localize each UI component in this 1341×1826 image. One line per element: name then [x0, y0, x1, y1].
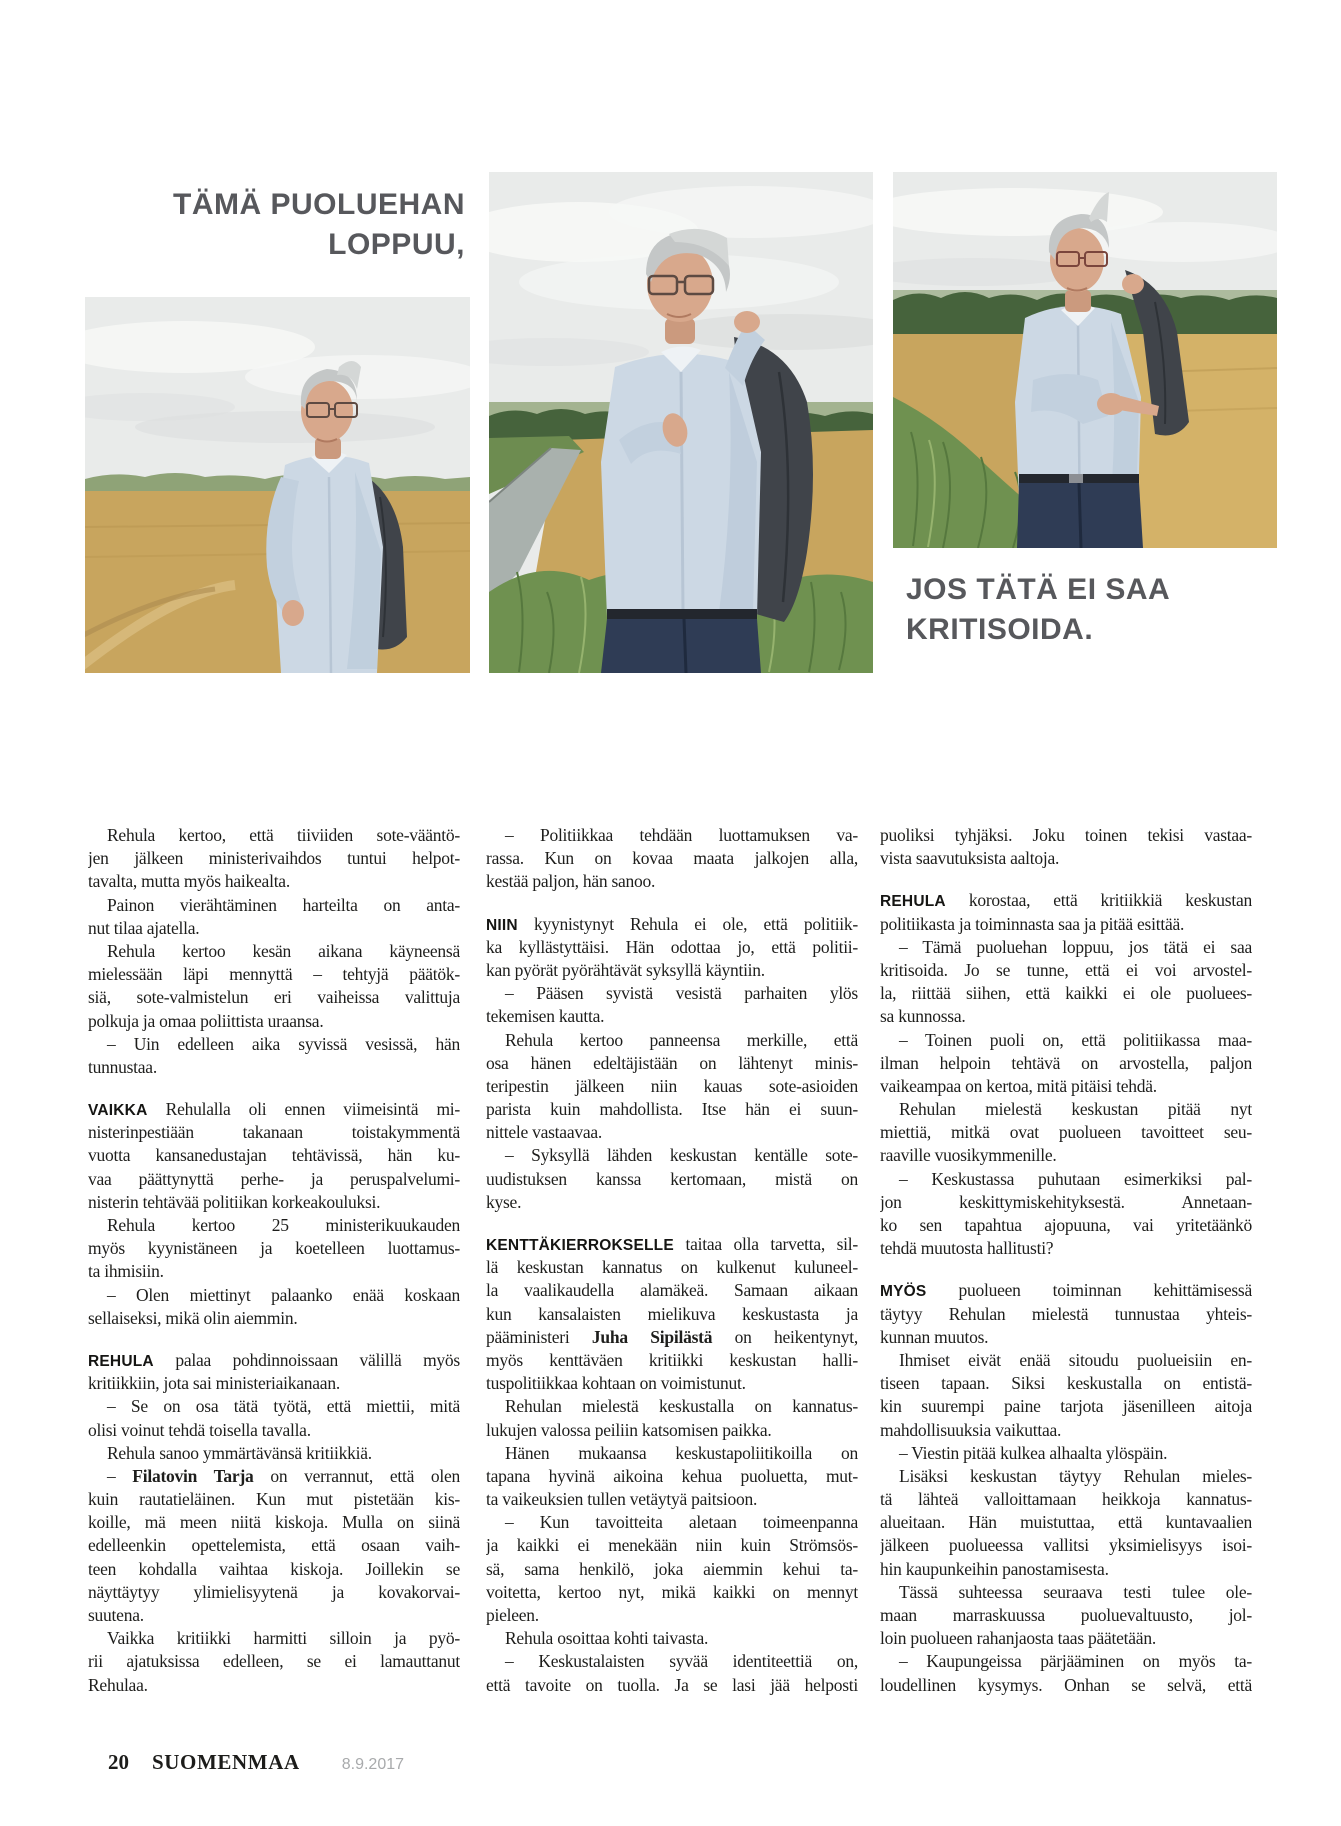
body-line: Rehula kertoo 25 ministerikuukauden — [107, 1215, 460, 1235]
body-line: – Syksyllä lähden keskustan kentälle sote- — [505, 1145, 858, 1166]
body-line: tapana hyvinä aikoina kehua puoluetta, mut- — [486, 1465, 858, 1486]
body-line: ko sen tapahtua ajopuuna, vai yritetäänkö — [880, 1215, 1252, 1235]
photo-rehula-right — [893, 172, 1277, 548]
paragraph — [88, 1395, 460, 1441]
body-line: sä, sama henkilö, joka aiemmin kehui ta- — [486, 1558, 858, 1579]
paragraph-with-lead — [486, 913, 858, 983]
body-line: kritisoida. Jo se tunne, että ei voi arvostel- — [880, 959, 1252, 980]
body-line: – Kun tavoitteita aletaan toimeenpanna — [505, 1512, 858, 1533]
body-line: miettiä, mitkä ovat puolueen tavoitteet seu- — [880, 1122, 1252, 1143]
body-line: teen kohdalla vaihtaa kiskoja. Joillekin se — [88, 1558, 460, 1579]
paragraph — [88, 894, 460, 940]
body-line: siä, sote-valmistelun eri vaiheissa valittuja — [88, 987, 460, 1008]
body-line: että tavoite on tuolla. Ja se lasi jää helposti — [486, 1674, 858, 1695]
paragraph — [486, 1511, 858, 1627]
body-line: la vaalikaudella alamäkeä. Samaan aikaan — [486, 1280, 858, 1301]
body-line: kunnan muutos. — [880, 1326, 989, 1347]
body-line: kin suurempi paine tarjota jäsenilleen aitoja — [880, 1396, 1252, 1417]
paragraph-with-lead — [880, 889, 1252, 935]
body-line: Rehulan mielestä keskustan pitää nyt — [899, 1099, 1252, 1120]
body-line: Tässä suhteessa seuraava testi tulee ole- — [899, 1581, 1252, 1602]
body-line: – Pääsen syvistä vesistä parhaiten ylös — [505, 983, 858, 1004]
paragraph — [880, 1098, 1252, 1168]
paragraph — [880, 1465, 1252, 1581]
body-line: rii ajatuksissa edelleen, se ei lamauttanut — [88, 1651, 460, 1672]
photo-middle-illustration — [489, 172, 873, 673]
body-line: loudellinen kysymys. Onhan se selvä, että — [880, 1674, 1252, 1695]
pull-quote-line: TÄMÄ PUOLUEHAN — [173, 188, 465, 221]
body-line: NIIN kyynistynyt Rehula ei ole, että politiik- — [486, 913, 858, 934]
section-lead: REHULA — [88, 1352, 154, 1370]
body-line: Rehula kertoo, että tiiviiden sote-vääntö- — [107, 825, 460, 845]
body-line: hin kaupunkeihin panostamisesta. — [880, 1558, 1109, 1579]
pull-quote-line: LOPPUU, — [328, 228, 465, 261]
body-line: jen jälkeen ministerivaihdos tuntui helpot- — [88, 848, 460, 869]
body-line: uudistuksen kanssa kertomaan, mistä on — [486, 1168, 858, 1189]
paragraph — [486, 982, 858, 1028]
paragraph — [880, 824, 1252, 870]
section-lead: REHULA — [880, 893, 946, 911]
body-line: – Tämä puoluehan loppuu, jos tätä ei saa — [899, 936, 1252, 957]
paragraph — [88, 1465, 460, 1627]
body-line: mielessään läpi mennyttä – tehtyjä päätök- — [88, 964, 460, 985]
body-line: ja kaikki ei menekään niin kuin Strömsös- — [486, 1535, 858, 1556]
body-line: ka kyllästyttäisi. Hän odottaa jo, että politii- — [486, 936, 858, 957]
body-line: loin puolueen rahanjaosta taas päätetään. — [880, 1628, 1156, 1649]
photo-right-illustration — [893, 172, 1277, 548]
body-line: tuspolitiikkaa kohtaan on voimistunut. — [486, 1373, 746, 1394]
body-line: Rehula kertoo panneensa merkille, että — [505, 1029, 858, 1050]
paragraph — [880, 1650, 1252, 1696]
body-line: maan marraskuussa puoluevaltuusto, jol- — [880, 1605, 1252, 1625]
body-line: Rehula kertoo kesän aikana käyneensä — [107, 940, 460, 961]
body-line: Vaikka kritiikki harmitti silloin ja pyö- — [107, 1628, 460, 1649]
issue-date: 8.9.2017 — [341, 1756, 405, 1773]
body-line: lukujen valossa peiliin katsomisen paikka. — [486, 1419, 772, 1440]
body-line: pääministeri Juha Sipilästä on heikentynyt, — [486, 1326, 858, 1347]
paragraph — [486, 1650, 858, 1696]
body-line: – Kaupungeissa pärjääminen on myös ta- — [899, 1651, 1252, 1672]
pull-quote-top — [85, 185, 465, 265]
body-line: jälkeen puolueessa vallitsi yksimielisyys isoi- — [880, 1535, 1252, 1556]
body-line: ta ihmisiin. — [88, 1261, 164, 1282]
body-line: tavalta, mutta myös haikealta. — [88, 871, 290, 892]
body-line: – Olen miettinyt palaanko enää koskaan — [107, 1284, 460, 1305]
paragraph — [88, 1033, 460, 1079]
body-line: täytyy Rehulan mielestä tunnustaa yhteis- — [880, 1303, 1252, 1324]
paragraph — [880, 1349, 1252, 1442]
body-line: kritiikkiin, jota sai ministeriaikanaan. — [88, 1373, 340, 1394]
paragraph — [486, 1395, 858, 1441]
body-line: vista saavutuksista aaltoja. — [880, 848, 1060, 869]
body-line: Rehula sanoo ymmärtävänsä kritiikkiä. — [107, 1442, 372, 1463]
paragraph — [88, 1214, 460, 1284]
body-line: – Viestin pitää kulkea alhaalta ylöspäin. — [899, 1442, 1168, 1463]
paragraph — [486, 1627, 858, 1650]
body-line: jon keskittymiskehityksestä. Annetaan- — [880, 1191, 1252, 1212]
body-line: myös kyynistäneen ja koetelleen luottamus- — [88, 1238, 460, 1259]
paragraph-with-lead — [486, 1233, 858, 1395]
body-line: kuin rautatieläinen. Kun mut pistetään kis- — [88, 1489, 460, 1510]
section-lead: VAIKKA — [88, 1102, 148, 1120]
body-line: – Toinen puoli on, että politiikassa maa- — [899, 1029, 1252, 1050]
body-line: KENTTÄKIERROKSELLE taitaa olla tarvetta, sil- — [486, 1234, 858, 1254]
body-line: tunnustaa. — [88, 1056, 157, 1077]
body-line: myös kenttäväen kritiikki keskustan halli- — [486, 1349, 858, 1370]
body-line: ta vaikeuksien tullen vetäytyä paitsioon. — [486, 1489, 758, 1510]
body-line: – Keskustalaisten syvää identiteettiä on, — [505, 1651, 858, 1672]
body-line: parista kuin mahdollista. Itse hän ei suun- — [486, 1099, 858, 1120]
jeans — [601, 619, 761, 673]
body-line: tekemisen kautta. — [486, 1006, 605, 1027]
paragraph — [880, 1168, 1252, 1261]
body-line: sellaiseksi, mikä olin aiemmin. — [88, 1307, 298, 1328]
paragraph — [486, 1144, 858, 1214]
paragraph-with-lead — [88, 1349, 460, 1395]
body-line: nisterin tehtävää politiikan korkeakouluksi. — [88, 1191, 381, 1212]
photo-left-illustration — [85, 297, 470, 673]
body-line: kyse. — [486, 1191, 522, 1212]
pull-quote-line: JOS TÄTÄ EI SAA — [906, 573, 1171, 606]
body-line: tiseen tapaan. Siksi keskustalla on entistä- — [880, 1373, 1252, 1394]
body-line: – Filatovin Tarja on verrannut, että olen — [107, 1465, 460, 1486]
body-line: Hänen mukaansa keskustapoliitikoilla on — [505, 1442, 858, 1463]
body-line: kestää paljon, hän sanoo. — [486, 871, 656, 892]
body-line: kun kansalaisten mielikuva keskustasta ja — [486, 1303, 858, 1324]
body-line: lä keskustan kannatus on kulkenut kuluneel- — [486, 1257, 858, 1278]
paragraph — [88, 1442, 460, 1465]
body-line: vaikeampaa on kertoa, mitä pitäisi tehdä. — [880, 1075, 1157, 1096]
article-column-2 — [486, 824, 858, 1697]
paragraph — [880, 1029, 1252, 1099]
body-line: nut tilaa ajatella. — [88, 917, 200, 938]
paragraph-with-lead — [880, 1279, 1252, 1349]
body-line: Rehulaa. — [88, 1674, 148, 1695]
section-lead: MYÖS — [880, 1283, 927, 1301]
hand — [734, 311, 760, 333]
body-line: nittele vastaavaa. — [486, 1122, 602, 1143]
sky — [85, 297, 470, 489]
body-line: REHULA palaa pohdinnoissaan välillä myös — [88, 1349, 460, 1370]
body-line: ilman helpoin tehtävä on arvostella, paljon — [880, 1052, 1252, 1073]
page-footer — [108, 1750, 404, 1775]
pull-quote-line: KRITISOIDA. — [906, 613, 1094, 646]
photo-rehula-left — [85, 297, 470, 673]
paragraph — [880, 1442, 1252, 1465]
body-line: Ihmiset eivät enää sitoudu puolueisiin en- — [899, 1349, 1252, 1370]
body-line: raaville vuosikymmenille. — [880, 1145, 1057, 1166]
body-line: sa kunnossa. — [880, 1006, 966, 1027]
body-line: edelleenkin opettelemista, että osaan vaih- — [88, 1535, 460, 1556]
body-line: – Uin edelleen aika syvissä vesissä, hän — [107, 1033, 460, 1054]
body-line: vaa päättynyttä perhe- ja peruspalvelumi- — [88, 1168, 460, 1189]
body-line: nisterinpestiään takanaan toistakymmentä — [88, 1122, 460, 1143]
hand — [1122, 274, 1144, 294]
body-line: polkuja ja omaa poliittista uraansa. — [88, 1010, 324, 1031]
body-line: – Politiikkaa tehdään luottamuksen va- — [505, 825, 858, 845]
body-line: koille, mä meen niitä kiskoja. Mulla on siinä — [88, 1512, 460, 1533]
paragraph — [88, 940, 460, 1033]
body-line: mahdollisuuksia vaikuttaa. — [880, 1419, 1062, 1440]
body-line: rassa. Kun on kovaa maata jalkojen alla, — [486, 848, 858, 869]
body-line: suutena. — [88, 1605, 144, 1625]
paragraph — [486, 1442, 858, 1512]
body-line: puoliksi tyhjäksi. Joku toinen tekisi vastaa- — [880, 825, 1252, 845]
article-column-3 — [880, 824, 1252, 1697]
body-line: tehdä muutosta hallitusti? — [880, 1238, 1054, 1259]
page-number: 20 — [108, 1750, 129, 1774]
paragraph-with-lead — [88, 1098, 460, 1214]
magazine-name: SUOMENMAA — [152, 1750, 300, 1774]
section-lead: KENTTÄKIERROKSELLE — [486, 1237, 674, 1254]
paragraph — [88, 824, 460, 894]
body-line: Painon vierähtäminen harteilta on anta- — [107, 894, 460, 915]
body-line: osa hänen edeltäjistään on lähtenyt minis- — [486, 1052, 858, 1073]
body-line: teripestin jälkeen niin kauas sote-asioiden — [486, 1075, 858, 1096]
body-line: vuotta kansanedustajan tehtävissä, hän ku- — [88, 1145, 460, 1166]
section-lead: NIIN — [486, 916, 518, 934]
body-line: – Keskustassa puhutaan esimerkiksi pal- — [899, 1168, 1252, 1189]
photo-rehula-middle — [489, 172, 873, 673]
paragraph — [486, 1029, 858, 1145]
body-line: kan pyörät pyörähtävät syksyllä käyntiin. — [486, 959, 765, 980]
body-line: voitetta, kertoo nyt, mikä kaikki on mennyt — [486, 1581, 858, 1602]
body-line: tä lähteä valloittamaan heikkoja kannatus- — [880, 1489, 1252, 1510]
body-line: – Se on osa tätä työtä, että miettii, mitä — [107, 1396, 460, 1417]
article-column-1 — [88, 824, 460, 1697]
body-line: alueitaan. Hän muistuttaa, että kuntavaalien — [880, 1512, 1252, 1533]
body-line: Rehulan mielestä keskustalla on kannatus- — [505, 1396, 858, 1417]
paragraph — [880, 936, 1252, 1029]
body-line: VAIKKA Rehulalla oli ennen viimeisintä mi- — [88, 1099, 460, 1120]
paragraph — [486, 824, 858, 894]
body-line: näyttäytyy ylimielisyytenä ja kovakorvai- — [88, 1581, 460, 1602]
paragraph — [880, 1581, 1252, 1651]
hand — [282, 600, 304, 626]
body-line: pieleen. — [486, 1605, 539, 1625]
body-line: Lisäksi keskustan täytyy Rehulan mieles- — [899, 1465, 1252, 1486]
body-line: Rehula osoittaa kohti taivasta. — [505, 1628, 709, 1649]
body-line: olisi voinut tehdä toisella tavalla. — [88, 1419, 311, 1440]
body-line: politiikasta ja toiminnasta saa ja pitää esittää. — [880, 913, 1185, 934]
body-line: la, riittää siihen, että kaikki ei ole puoluees- — [880, 983, 1252, 1004]
paragraph — [88, 1284, 460, 1330]
paragraph — [88, 1627, 460, 1697]
body-line: MYÖS puolueen toiminnan kehittämisessä — [880, 1280, 1252, 1301]
body-line: REHULA korostaa, että kritiikkiä keskustan — [880, 890, 1252, 911]
pull-quote-mid — [906, 570, 1246, 650]
